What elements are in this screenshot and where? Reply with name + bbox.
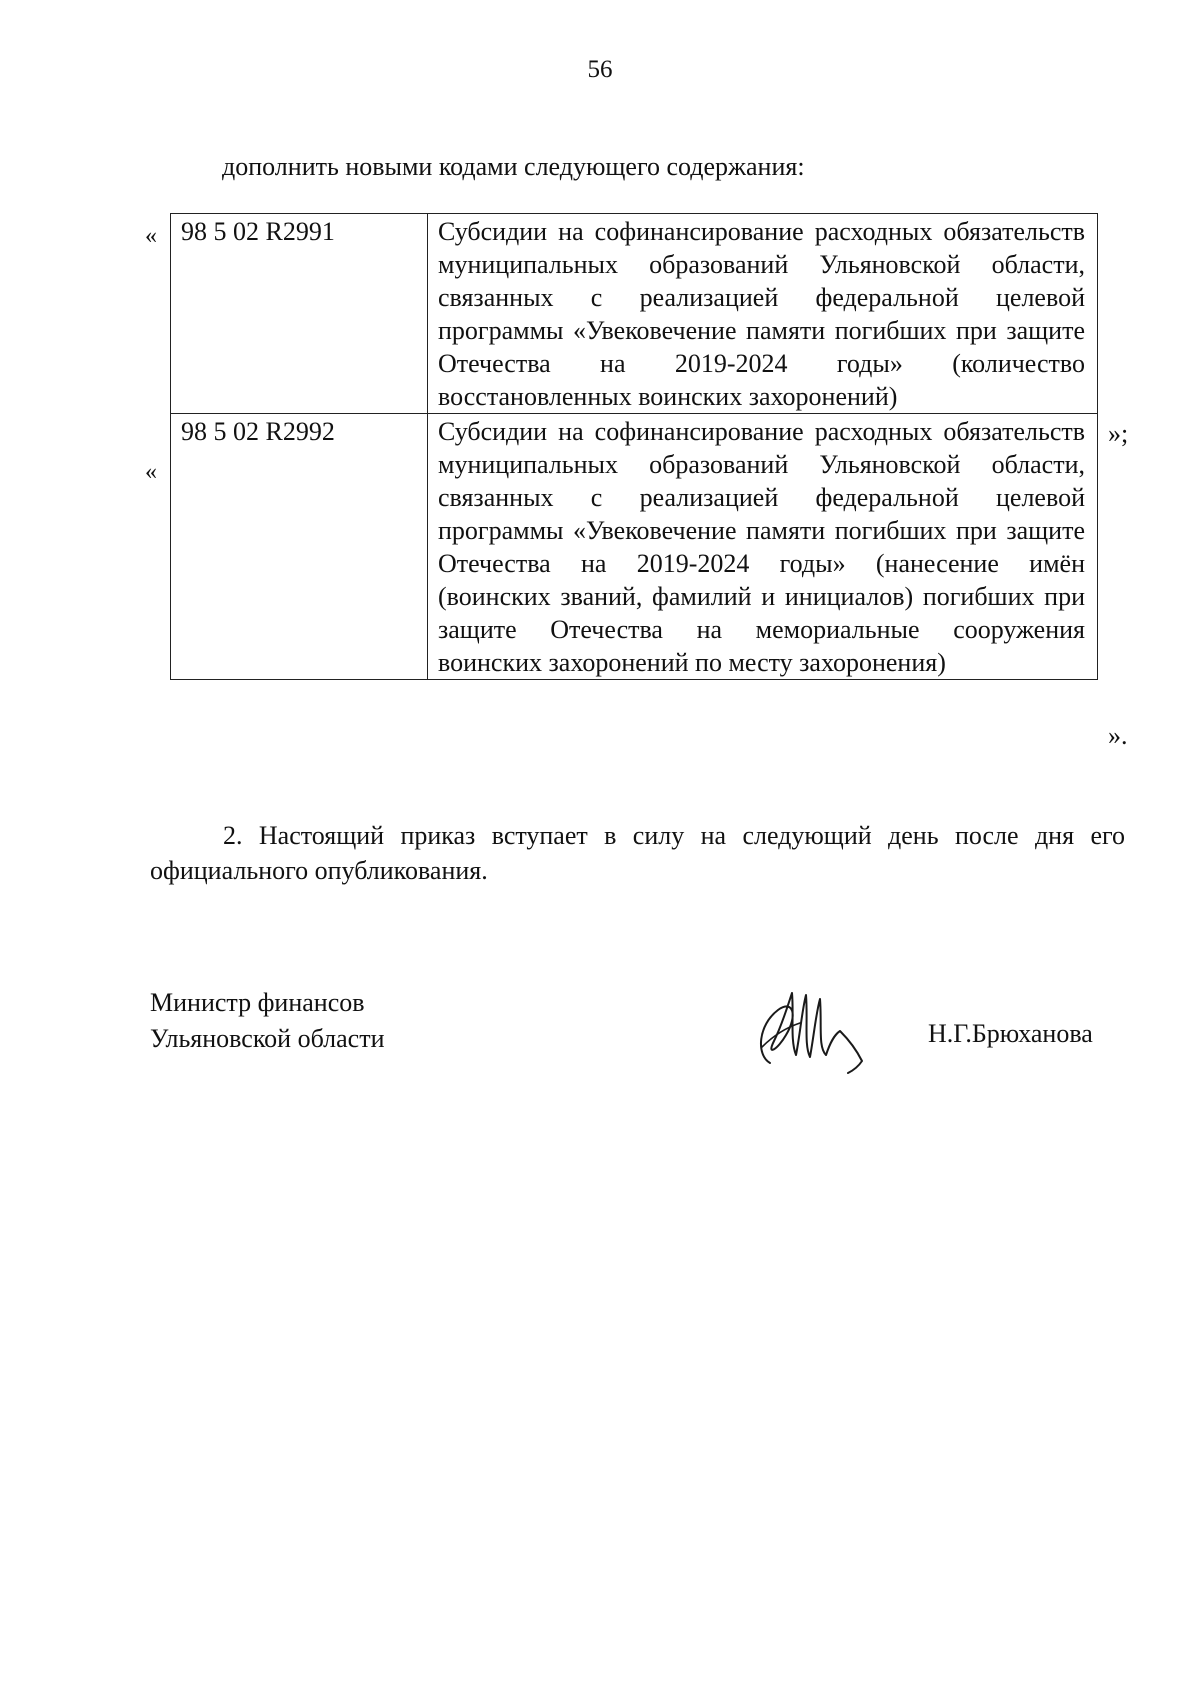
table-row — [171, 414, 1098, 680]
code-cell: 98 5 02 R2992 — [171, 414, 428, 680]
code-cell: 98 5 02 R2991 — [171, 214, 428, 414]
intro-text: дополнить новыми кодами следующего содержания: — [222, 152, 805, 181]
signer-name: Н.Г.Брюханова — [928, 1019, 1093, 1048]
open-quote-row-2: « — [145, 459, 157, 485]
description-cell: Субсидии на софинансирование расходных обязательств муниципальных образований Ульяновской области, связанных с реализацией федеральной целевой программы «Увековечение памяти погибших при защите Отечества на 2019-2024 годы» (количество восстановленных воинских захоронений) — [428, 214, 1098, 414]
codes-table — [170, 213, 1098, 680]
signer-title — [150, 985, 384, 1057]
close-quote-row-2: ». — [1108, 721, 1128, 750]
description-cell: Субсидии на софинансирование расходных обязательств муниципальных образований Ульяновской области, связанных с реализацией федеральной целевой программы «Увековечение памяти погибших при защите Отечества на 2019-2024 годы» (нанесение имён (воинских званий, фамилий и инициалов) погибших при защите Отечества на мемориальные сооружения воинских захоронений по месту захоронения) — [428, 414, 1098, 680]
signer-title-line-1: Министр финансов — [150, 988, 365, 1017]
page-number: 56 — [587, 56, 613, 83]
handwritten-signature — [748, 985, 878, 1075]
point-2-paragraph: 2. Настоящий приказ вступает в силу на следующий день после дня его официального опубликования. — [150, 821, 1125, 885]
close-quote-row-1: »; — [1108, 419, 1129, 448]
open-quote-row-1: « — [145, 223, 157, 249]
table-row — [171, 214, 1098, 414]
signer-title-line-2: Ульяновской области — [150, 1024, 385, 1053]
